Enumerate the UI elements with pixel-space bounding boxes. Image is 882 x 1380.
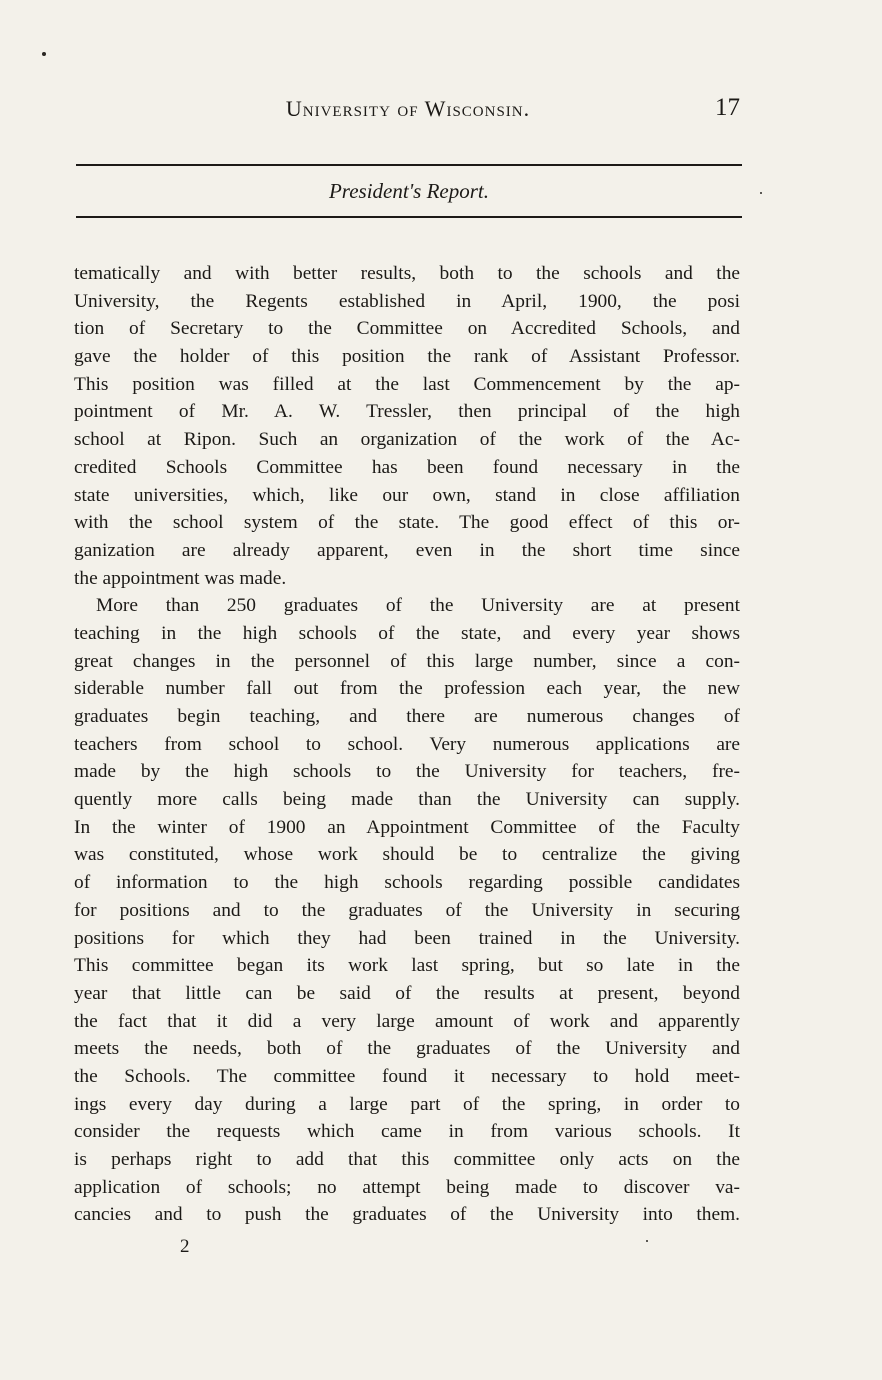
section-title: President's Report.	[328, 179, 490, 203]
body-text	[74, 260, 740, 1229]
text-line: was constituted, whose work should be to centralize the giving	[74, 844, 740, 866]
text-line: made by the high schools to the University for teachers, fre-	[74, 761, 740, 783]
paragraph-2	[74, 592, 740, 1229]
running-head	[76, 96, 740, 128]
text-line: This position was filled at the last Commencement by the ap-	[74, 373, 740, 395]
print-speck	[760, 192, 762, 194]
print-speck	[42, 52, 46, 56]
paragraph-1	[74, 260, 740, 592]
text-line: the fact that it did a very large amount of work and apparently	[74, 1010, 740, 1032]
text-line: with the school system of the state. The good effect of this or-	[74, 512, 740, 534]
header-rule-bottom	[76, 216, 742, 218]
text-line: the Schools. The committee found it necessary to hold meet-	[74, 1065, 740, 1087]
text-line: pointment of Mr. A. W. Tressler, then principal of the high	[74, 401, 740, 423]
text-line: school at Ripon. Such an organization of the work of the Ac-	[74, 429, 740, 451]
text-line: tion of Secretary to the Committee on Accredited Schools, and	[74, 318, 740, 340]
text-line: year that little can be said of the results at present, beyond	[74, 982, 740, 1004]
text-line: quently more calls being made than the University can supply.	[74, 789, 740, 811]
text-line: consider the requests which came in from various schools. It	[74, 1121, 740, 1143]
text-line: teaching in the high schools of the state, and every year shows	[74, 622, 740, 644]
text-line: siderable number fall out from the profession each year, the new	[74, 678, 740, 700]
text-line: teachers from school to school. Very numerous applications are	[74, 733, 740, 755]
running-title: University of Wisconsin.	[285, 96, 531, 121]
text-line: great changes in the personnel of this large number, since a con-	[74, 650, 740, 672]
text-line: University, the Regents established in April, 1900, the posi	[74, 290, 740, 312]
text-line: graduates begin teaching, and there are numerous changes of	[74, 706, 740, 727]
text-line: for positions and to the graduates of the University in securing	[74, 899, 740, 921]
text-line: In the winter of 1900 an Appointment Committee of the Faculty	[74, 816, 740, 838]
print-speck	[646, 1240, 648, 1242]
text-line: meets the needs, both of the graduates of the University and	[74, 1038, 740, 1060]
text-line: the appointment was made.	[74, 567, 287, 589]
page-number: 17	[715, 94, 740, 121]
text-line: credited Schools Committee has been found necessary in the	[74, 456, 740, 478]
text-line: More than 250 graduates of the University are at present	[96, 595, 740, 617]
signature-mark: 2	[180, 1236, 190, 1257]
text-line: tematically and with better results, both to the schools and the	[74, 263, 740, 284]
text-line: ings every day during a large part of the spring, in order to	[74, 1093, 740, 1115]
header-rule-top	[76, 164, 742, 166]
text-line: is perhaps right to add that this committee only acts on the	[74, 1149, 740, 1170]
text-line: positions for which they had been trained in the University.	[74, 927, 740, 949]
text-line: cancies and to push the graduates of the University into them.	[74, 1204, 740, 1226]
text-line: of information to the high schools regarding possible candidates	[74, 872, 740, 894]
text-line: ganization are already apparent, even in the short time since	[74, 539, 740, 561]
text-line: state universities, which, like our own, stand in close affiliation	[74, 484, 740, 506]
text-line: gave the holder of this position the rank of Assistant Professor.	[74, 346, 740, 368]
text-line: application of schools; no attempt being made to discover va-	[74, 1176, 740, 1198]
text-line: This committee began its work last spring, but so late in the	[74, 955, 740, 977]
